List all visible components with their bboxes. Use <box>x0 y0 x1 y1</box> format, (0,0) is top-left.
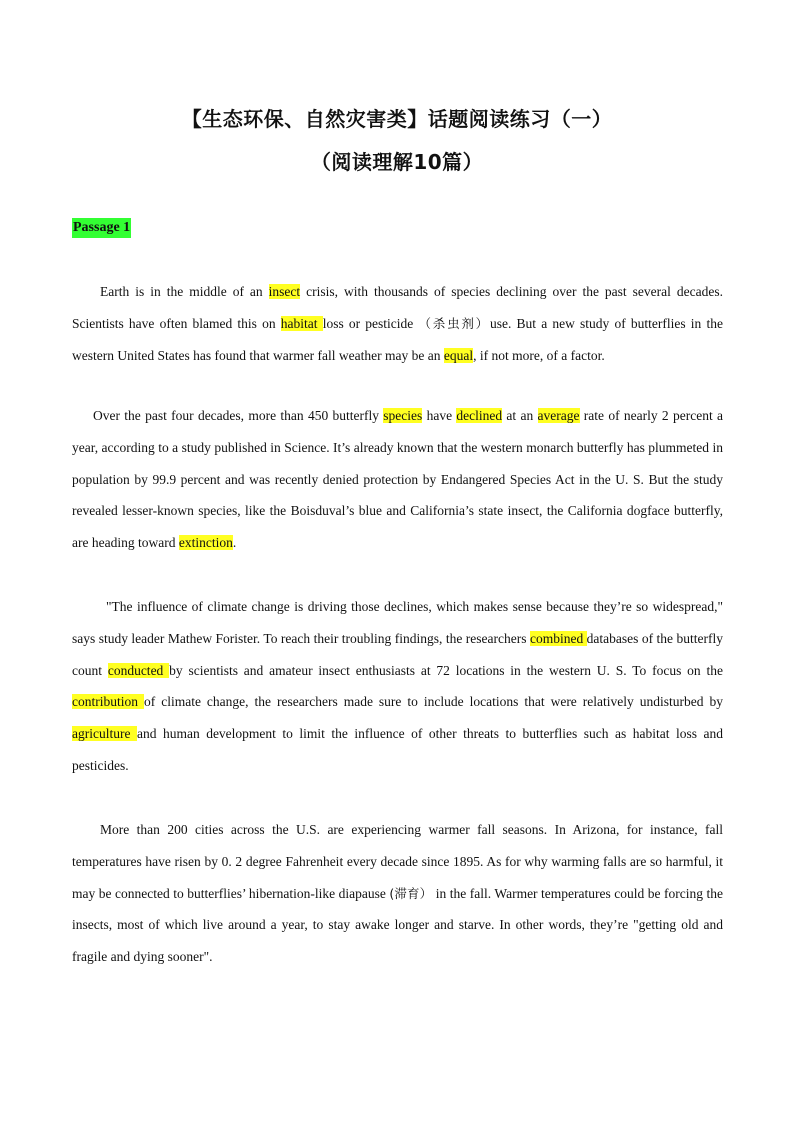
highlighted-word: agriculture <box>72 726 137 742</box>
passage-label: Passage 1 <box>72 218 131 238</box>
text-run: at an <box>502 408 538 423</box>
highlighted-word: contribution <box>72 694 144 710</box>
text-run: . <box>232 535 237 551</box>
paragraph-1 <box>72 276 723 371</box>
document-subtitle: （阅读理解10篇） <box>310 150 484 174</box>
highlighted-word: species <box>383 408 423 423</box>
text-run: have <box>422 408 457 423</box>
text-run: use. But a new study of butterflies in the western United States has found that warmer fall weather may be an <box>72 315 723 363</box>
text-run: of climate change, the researchers made sure to include locations that were relatively undisturbed by <box>143 694 723 710</box>
chinese-gloss: （杀虫剂） <box>418 315 490 331</box>
text-run: More than 200 cities across the U.S. are experiencing warmer fall seasons. In Arizona, for instance, fall temperatures have risen by 0. 2 degree Fahrenheit every decade since 1895. As for why warming falls are so harmful, it may be connected to butterflies’ hibernation-like diapause <box>72 822 723 901</box>
text-run: in the fall. Warmer temperatures could be forcing the insects, most of which live around a year, to stay awake longer and starve. In other words, they’re "getting old and fragile and dying sooner". <box>72 885 723 965</box>
text-run: "The influence of climate change is driving those declines, which makes sense because they’re so widespread," says study leader Mathew Forister. To reach their troubling findings, the researchers <box>72 599 723 646</box>
highlighted-word: average <box>537 408 580 423</box>
document-title: 【生态环保、自然灾害类】话题阅读练习（一） <box>181 107 613 131</box>
paragraph-2 <box>72 400 723 559</box>
text-run: crisis, with thousands of species declining over the past several decades. Scientists have often blamed this on <box>72 284 723 331</box>
highlighted-word: extinction <box>178 535 233 551</box>
text-run: Earth is in the middle of an <box>100 284 269 299</box>
text-run: Over the past four decades, more than 450 butterfly <box>93 408 384 423</box>
paragraph-3 <box>72 591 723 782</box>
text-run: loss or pesticide <box>322 315 419 331</box>
text-run: , if not more, of a factor. <box>473 347 605 363</box>
highlighted-word: declined <box>456 408 503 423</box>
paragraph-4 <box>72 814 723 973</box>
highlighted-word: insect <box>268 284 301 299</box>
highlighted-word: combined <box>529 630 587 646</box>
text-run: rate of nearly 2 percent a year, according to a study published in Science. It’s already known that the western monarch butterfly has plummeted in population by 99.9 percent and was recently denied protection by Endangered Species Act in the U. S. But the study revealed lesser-known species, like the Boisduval’s blue and California’s state insect, the California dogface butterfly, are heading toward <box>72 408 724 551</box>
chinese-gloss: (滞育） <box>389 885 433 901</box>
text-run: by scientists and amateur insect enthusiasts at 72 locations in the western U. S. To focus on the <box>169 662 723 678</box>
text-run: and human development to limit the influence of other threats to butterflies such as habitat loss and pesticides. <box>72 726 723 773</box>
highlighted-word: conducted <box>107 662 170 678</box>
highlighted-word: equal <box>443 347 474 363</box>
highlighted-word: habitat <box>280 315 323 331</box>
text-run: databases of the butterfly count <box>72 630 723 678</box>
